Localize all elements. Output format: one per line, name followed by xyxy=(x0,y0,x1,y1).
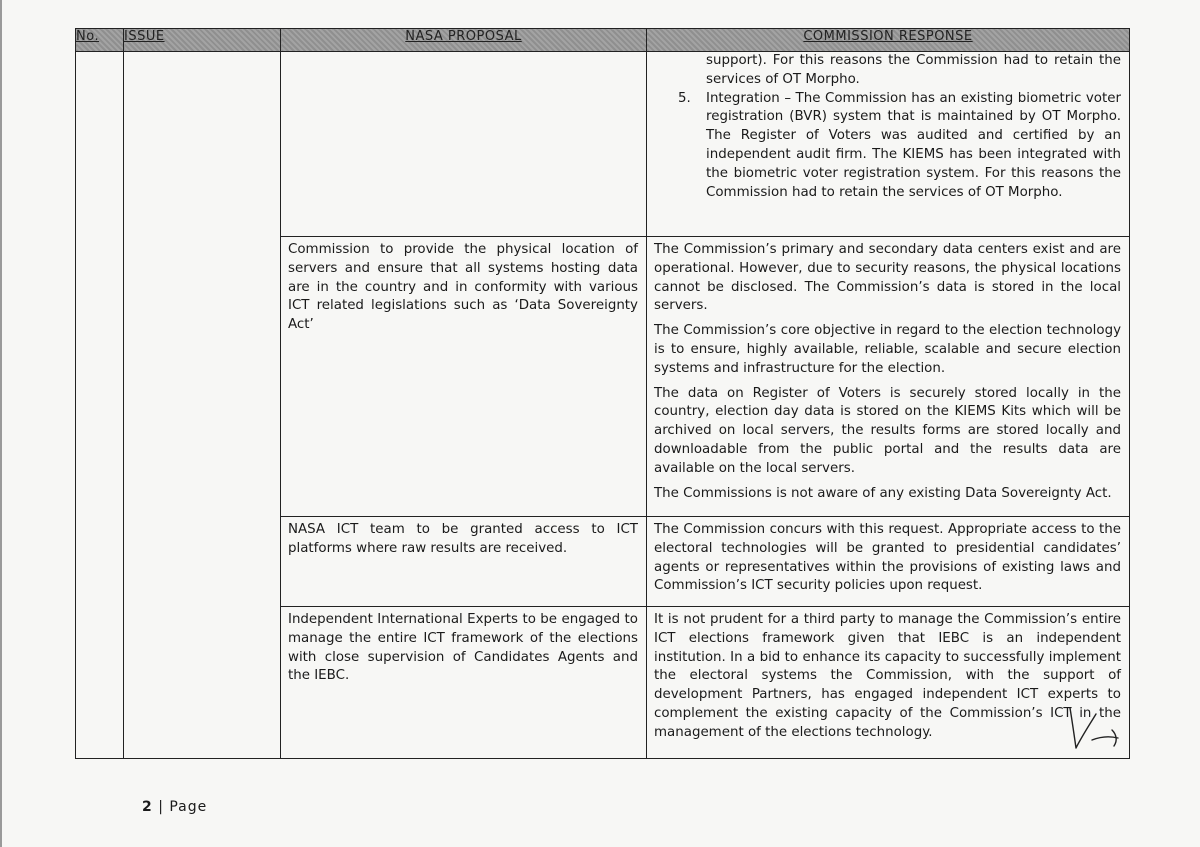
response-text: The Commission concurs with this request. Appropriate access to the electoral technologies will be granted to presidential candidates’ agents or representatives within the provisions of existing laws and Commission’s ICT security policies upon request. xyxy=(654,522,1121,594)
proposal-cell xyxy=(281,517,647,607)
response-paragraph: The Commissions is not aware of any existing Data Sovereignty Act. xyxy=(654,485,1112,501)
handwritten-signature xyxy=(1062,700,1132,755)
header-proposal: NASA PROPOSAL xyxy=(281,29,647,52)
proposal-cell xyxy=(281,237,647,517)
response-paragraph: The Commission’s core objective in regard to the election technology is to ensure, highly available, reliable, scalable and secure election systems and infrastructure for the election. xyxy=(654,323,1121,376)
no-cell xyxy=(76,52,124,759)
page-number: 2 xyxy=(142,799,153,815)
issue-cell xyxy=(124,52,281,759)
table-header-row xyxy=(76,29,1130,52)
header-no: No. xyxy=(76,29,124,52)
proposal-text xyxy=(281,52,646,60)
proposal-text: Independent International Experts to be engaged to manage the entire ICT framework of the elections with close supervision of Candidates Agents and the IEBC. xyxy=(288,612,638,684)
proposal-cell xyxy=(281,607,647,759)
response-text: It is not prudent for a third party to manage the Commission’s entire ICT elections framework given that IEBC is an independent institution. In a bid to enhance its capacity to successfully implement the electoral systems the Commission, with the support of development Partners, has engaged independent ICT experts to complement the existing capacity of the Commission’s ICT in the management of the elections technology. xyxy=(654,612,1121,740)
response-continuation: support). For this reasons the Commission had to retain the services of OT Morpho. xyxy=(706,53,1121,87)
response-cell xyxy=(647,517,1130,607)
list-item xyxy=(654,90,1121,203)
response-cell xyxy=(647,607,1130,759)
page-label: | Page xyxy=(158,799,208,815)
proposal-cell xyxy=(281,52,647,237)
response-cell xyxy=(647,52,1130,237)
header-response: COMMISSION RESPONSE xyxy=(647,29,1130,52)
response-paragraph: The Commission’s primary and secondary data centers exist and are operational. However, due to security reasons, the physical locations cannot be disclosed. The Commission’s data is stored in the local servers. xyxy=(654,242,1121,314)
list-item-text: Integration – The Commission has an existing biometric voter registration (BVR) system that is maintained by OT Morpho. The Register of Voters was audited and certified by an independent audit firm. The KIEMS has been integrated with the biometric voter registration system. For this reasons the Commission had to retain the services of OT Morpho. xyxy=(706,90,1121,200)
page-footer xyxy=(142,799,207,815)
response-cell xyxy=(647,237,1130,517)
response-table xyxy=(75,28,1130,759)
header-issue: ISSUE xyxy=(124,29,281,52)
proposal-text: NASA ICT team to be granted access to ICT platforms where raw results are received. xyxy=(288,522,638,556)
proposal-text: Commission to provide the physical location of servers and ensure that all systems hosting data are in the country and in conformity with various ICT related legislations such as ‘Data Sovereignty Act’ xyxy=(288,242,638,333)
list-item-number: 5. xyxy=(678,90,691,106)
table-row xyxy=(76,52,1130,237)
response-paragraph: The data on Register of Voters is securely stored locally in the country, election day data is stored on the KIEMS Kits which will be archived on local servers, the results forms are stored locally and downloadable from the public portal and the results data are available on the local servers. xyxy=(654,385,1121,476)
